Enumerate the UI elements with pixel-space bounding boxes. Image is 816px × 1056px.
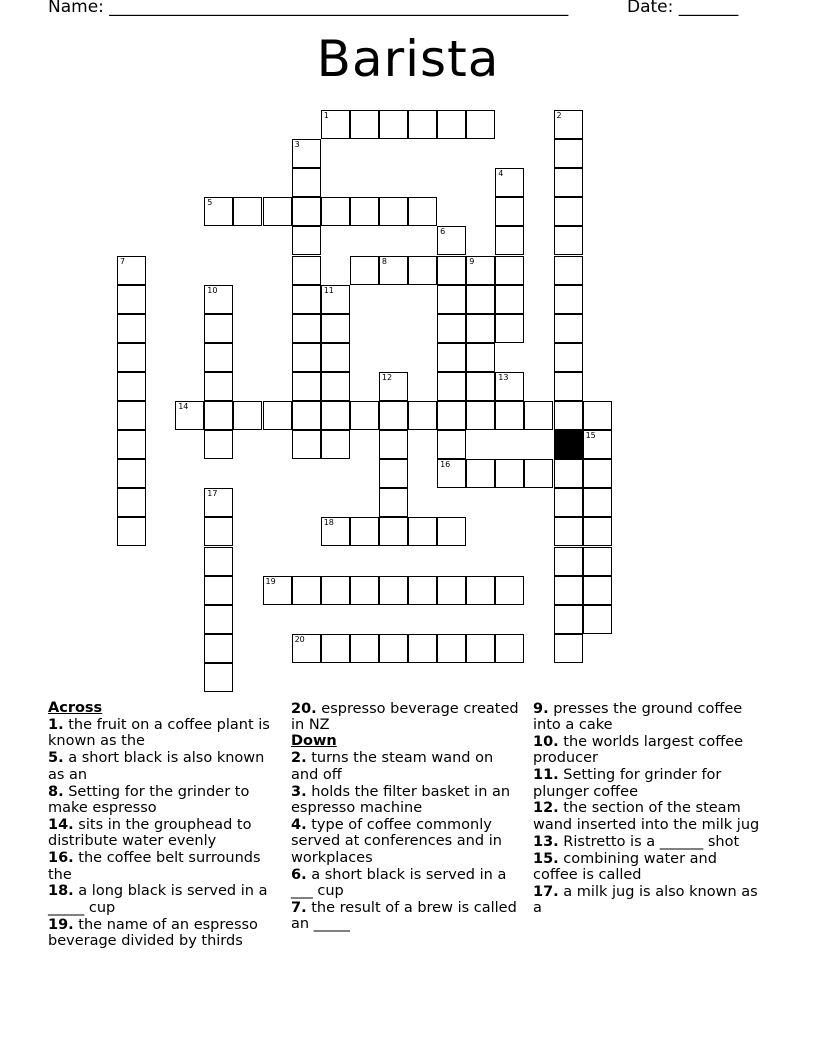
grid-cell[interactable] — [466, 401, 495, 430]
grid-cell[interactable] — [175, 401, 204, 430]
grid-cell[interactable] — [204, 343, 233, 372]
across-clue-18: 18. a long black is served in a _____ cup — [48, 883, 268, 916]
clue-number: 17 — [207, 489, 218, 499]
grid-cell[interactable] — [321, 197, 350, 226]
grid-cell[interactable] — [204, 663, 233, 692]
clue-number: 13 — [498, 372, 509, 382]
grid-cell[interactable] — [554, 517, 583, 546]
clue-number: 14 — [178, 402, 189, 411]
grid-cell[interactable] — [495, 226, 524, 255]
grid-cell[interactable] — [263, 197, 292, 226]
grid-cell[interactable] — [117, 372, 146, 401]
grid-cell[interactable] — [437, 517, 466, 546]
clue-number: 1 — [323, 111, 329, 120]
across-clue-14: 14. sits in the grouphead to distribute water evenly — [48, 816, 252, 850]
grid-cell[interactable] — [466, 343, 495, 372]
grid-cell[interactable] — [554, 634, 583, 663]
grid-cell[interactable] — [379, 372, 408, 401]
grid-cell[interactable] — [554, 605, 583, 634]
grid-cell[interactable] — [292, 285, 321, 314]
grid-cell[interactable] — [321, 634, 350, 663]
across-clue-16: 16. the coffee belt surrounds the — [48, 850, 261, 883]
grid-cell[interactable] — [408, 256, 437, 285]
grid-cell[interactable] — [437, 226, 466, 255]
grid-cell[interactable] — [437, 634, 466, 663]
date-field-label: Date: _______ — [627, 0, 739, 17]
grid-cell[interactable] — [117, 401, 146, 430]
grid-cell[interactable] — [379, 430, 408, 459]
down-clue-15: 15. combining water and coffee is called — [533, 850, 717, 884]
grid-cell[interactable] — [554, 576, 583, 605]
grid-cell[interactable] — [437, 576, 466, 605]
grid-cell[interactable] — [495, 168, 524, 197]
grid-cell[interactable] — [583, 547, 612, 576]
clue-number: 2 — [556, 111, 562, 120]
grid-cell[interactable] — [233, 401, 262, 430]
grid-cell[interactable] — [379, 488, 408, 517]
grid-cell[interactable] — [350, 517, 379, 546]
grid-cell[interactable] — [495, 197, 524, 226]
grid-cell[interactable] — [583, 605, 612, 634]
grid-cell[interactable] — [554, 314, 583, 343]
grid-cell[interactable] — [466, 110, 495, 139]
grid-cell[interactable] — [321, 314, 350, 343]
grid-cell[interactable] — [379, 517, 408, 546]
grid-cell[interactable] — [583, 517, 612, 546]
grid-cell[interactable] — [321, 343, 350, 372]
grid-cell[interactable] — [292, 576, 321, 605]
grid-cell[interactable] — [437, 372, 466, 401]
down-clue-3: 3. holds the filter basket in an espresso machine — [291, 783, 511, 816]
down-clue-4: 4. type of coffee commonly served at conferences and in workplaces — [291, 816, 502, 866]
grid-cell[interactable] — [554, 285, 583, 314]
across-heading: Across — [48, 700, 103, 716]
grid-cell[interactable] — [495, 256, 524, 285]
grid-cell[interactable] — [379, 256, 408, 285]
grid-cell[interactable] — [204, 314, 233, 343]
grid-cell[interactable] — [408, 401, 437, 430]
grid-cell[interactable] — [524, 401, 553, 430]
grid-cell[interactable] — [524, 459, 553, 488]
grid-cell[interactable] — [379, 110, 408, 139]
grid-cell[interactable] — [204, 547, 233, 576]
down-clue-6: 6. a short black is served in a ___ cup — [291, 866, 507, 899]
grid-cell[interactable] — [437, 401, 466, 430]
grid-cell[interactable] — [554, 139, 583, 168]
clue-number: 18 — [323, 518, 334, 528]
down-clue-13: 13. Ristretto is a ______ shot — [533, 833, 740, 850]
down-clue-17: 17. a milk jug is also known as a — [533, 883, 758, 917]
grid-cell[interactable] — [554, 459, 583, 488]
grid-cell[interactable] — [350, 110, 379, 139]
grid-cell[interactable] — [204, 634, 233, 663]
grid-cell[interactable] — [437, 285, 466, 314]
grid-cell[interactable] — [554, 372, 583, 401]
grid-cell[interactable] — [466, 576, 495, 605]
grid-cell[interactable] — [408, 110, 437, 139]
clues-column-3 — [533, 700, 765, 917]
down-clue-10: 10. the worlds largest coffee producer — [533, 733, 744, 767]
clue-number: 5 — [207, 198, 213, 208]
grid-cell[interactable] — [408, 634, 437, 663]
grid-cell[interactable] — [263, 576, 292, 605]
grid-cell[interactable] — [495, 401, 524, 430]
grid-cell[interactable] — [379, 459, 408, 488]
grid-cell[interactable] — [117, 343, 146, 372]
clue-number: 12 — [381, 372, 393, 382]
grid-cell[interactable] — [495, 285, 524, 314]
down-clue-11: 11. Setting for grinder for plunger coffee — [533, 767, 722, 800]
grid-cell[interactable] — [350, 634, 379, 663]
grid-cell[interactable] — [350, 256, 379, 285]
grid-cell[interactable] — [583, 430, 612, 459]
grid-cell[interactable] — [466, 634, 495, 663]
clue-number: 6 — [440, 227, 446, 237]
grid-cell[interactable] — [495, 314, 524, 343]
grid-cell[interactable] — [263, 401, 292, 430]
down-heading: Down — [291, 733, 337, 750]
clue-number: 16 — [440, 460, 451, 470]
grid-cell[interactable] — [350, 197, 379, 226]
grid-cell[interactable] — [554, 488, 583, 517]
down-clue-2: 2. turns the steam wand on and off — [291, 750, 494, 783]
grid-cell[interactable] — [321, 430, 350, 459]
across-clue-5: 5. a short black is also known as an — [48, 750, 265, 783]
grid-cell[interactable] — [117, 256, 146, 285]
page-title: Barista — [316, 30, 500, 88]
clue-number: 11 — [323, 285, 334, 295]
grid-cell[interactable] — [204, 605, 233, 634]
grid-cell[interactable] — [466, 372, 495, 401]
grid-cell[interactable] — [583, 576, 612, 605]
grid-cell[interactable] — [437, 110, 466, 139]
grid-cell[interactable] — [408, 197, 437, 226]
clue-number: 7 — [120, 256, 126, 266]
grid-cell[interactable] — [292, 139, 321, 168]
grid-cell[interactable] — [117, 459, 146, 488]
clue-number: 9 — [469, 256, 475, 266]
clue-number: 4 — [498, 169, 504, 179]
grid-cell[interactable] — [554, 226, 583, 255]
grid-cell[interactable] — [466, 314, 495, 343]
clues-column-2 — [291, 700, 523, 933]
grid-cell[interactable] — [554, 256, 583, 285]
grid-cell[interactable] — [583, 401, 612, 430]
black-square — [554, 430, 583, 459]
grid-cell[interactable] — [350, 401, 379, 430]
clue-number: 3 — [294, 140, 300, 150]
grid-cell[interactable] — [554, 110, 583, 139]
grid-cell[interactable] — [554, 343, 583, 372]
grid-cell[interactable] — [321, 576, 350, 605]
grid-cell[interactable] — [117, 314, 146, 343]
grid-cell[interactable] — [204, 430, 233, 459]
grid-cell[interactable] — [204, 285, 233, 314]
grid-cell[interactable] — [117, 517, 146, 546]
grid-cell[interactable] — [554, 401, 583, 430]
grid-cell[interactable] — [583, 459, 612, 488]
name-field-label: Name: ______________________________________________________ — [48, 0, 569, 17]
grid-cell[interactable] — [117, 285, 146, 314]
grid-cell[interactable] — [495, 372, 524, 401]
grid-cell[interactable] — [292, 197, 321, 226]
grid-cell[interactable] — [408, 517, 437, 546]
grid-cell[interactable] — [204, 372, 233, 401]
grid-cell[interactable] — [292, 256, 321, 285]
grid-cell[interactable] — [292, 372, 321, 401]
grid-cell[interactable] — [292, 226, 321, 255]
down-clue-7: 7. the result of a brew is called an _____ — [291, 899, 517, 933]
clue-number: 19 — [265, 576, 276, 586]
grid-cell[interactable] — [495, 576, 524, 605]
grid-cell[interactable] — [466, 256, 495, 285]
down-clue-12: 12. the section of the steam wand inserted into the milk jug — [533, 800, 760, 833]
grid-cell[interactable] — [117, 488, 146, 517]
grid-cell[interactable] — [437, 314, 466, 343]
grid-cell[interactable] — [292, 430, 321, 459]
grid-cell[interactable] — [379, 197, 408, 226]
grid-cell[interactable] — [321, 401, 350, 430]
grid-cell[interactable] — [204, 576, 233, 605]
clue-number: 8 — [381, 256, 387, 266]
grid-cell[interactable] — [437, 256, 466, 285]
across-clue-19: 19. the name of an espresso beverage divided by thirds — [48, 916, 258, 950]
grid-cell[interactable] — [379, 401, 408, 430]
grid-cell[interactable] — [379, 576, 408, 605]
grid-cell[interactable] — [495, 634, 524, 663]
grid-cell[interactable] — [321, 110, 350, 139]
grid-cell[interactable] — [437, 459, 466, 488]
grid-cell[interactable] — [233, 197, 262, 226]
grid-cell[interactable] — [554, 168, 583, 197]
grid-cell[interactable] — [350, 576, 379, 605]
clue-number: 10 — [207, 285, 218, 295]
grid-cell[interactable] — [292, 401, 321, 430]
across-clue-1: 1. the fruit on a coffee plant is known as the — [48, 716, 270, 750]
grid-cell[interactable] — [437, 430, 466, 459]
grid-cell[interactable] — [321, 285, 350, 314]
grid-cell[interactable] — [204, 517, 233, 546]
grid-cell[interactable] — [321, 517, 350, 546]
grid-cell[interactable] — [437, 343, 466, 372]
grid-cell[interactable] — [466, 459, 495, 488]
down-clue-9: 9. presses the ground coffee into a cake — [533, 700, 743, 733]
clue-number: 20 — [294, 634, 305, 644]
grid-cell[interactable] — [408, 576, 437, 605]
grid-cell[interactable] — [554, 547, 583, 576]
grid-cell[interactable] — [292, 343, 321, 372]
grid-cell[interactable] — [379, 634, 408, 663]
grid-cell[interactable] — [292, 634, 321, 663]
across-clue-8: 8. Setting for the grinder to make espresso — [48, 783, 250, 816]
grid-cell[interactable] — [292, 314, 321, 343]
grid-cell[interactable] — [495, 459, 524, 488]
clue-number: 15 — [585, 431, 596, 441]
grid-cell[interactable] — [292, 168, 321, 197]
grid-cell[interactable] — [204, 488, 233, 517]
grid-cell[interactable] — [321, 372, 350, 401]
grid-cell[interactable] — [204, 197, 233, 226]
across-clue-20: 20. espresso beverage created in NZ — [291, 700, 519, 733]
grid-cell[interactable] — [583, 488, 612, 517]
grid-cell[interactable] — [117, 430, 146, 459]
clues-column-1 — [48, 700, 280, 950]
grid-cell[interactable] — [554, 197, 583, 226]
grid-cell[interactable] — [466, 285, 495, 314]
grid-cell[interactable] — [204, 401, 233, 430]
